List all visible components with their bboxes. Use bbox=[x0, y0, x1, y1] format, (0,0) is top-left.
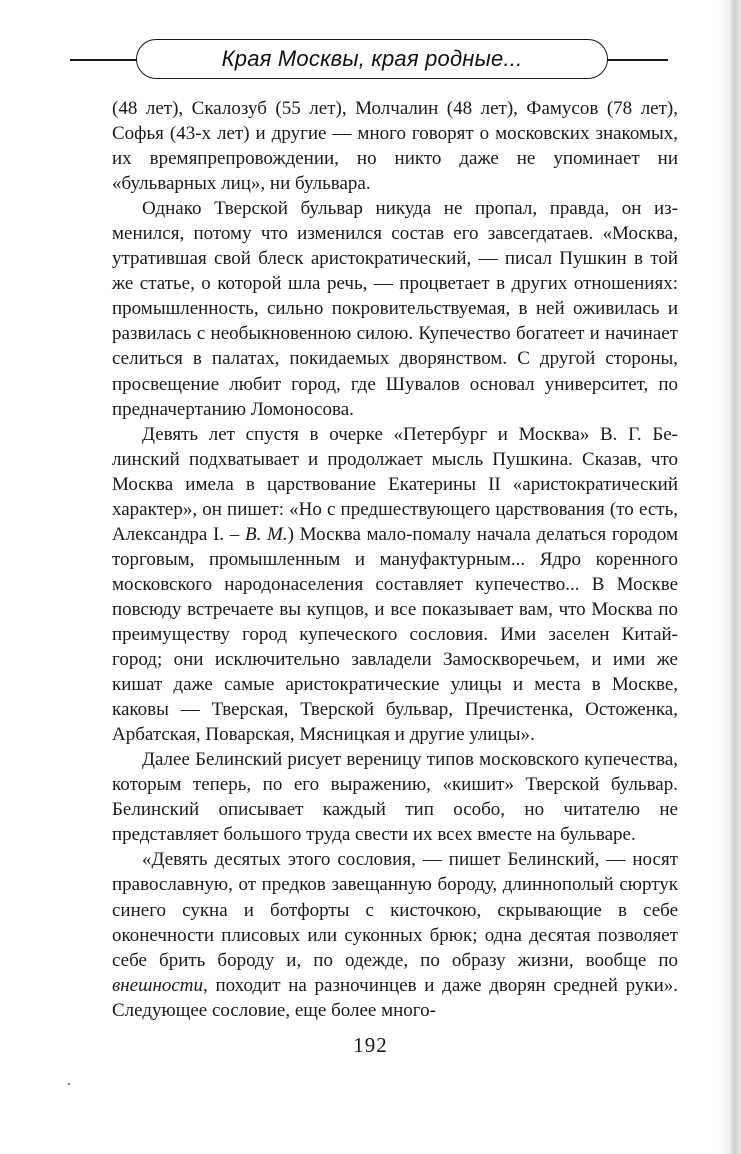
paragraph-3-part-2: ) Москва мало-помалу начала делаться городом торговым, промышленным и мануфактурным... Ядро коренного московского народонаселения составляет купечество... В Москве повсюду встречаете вы купцов, и все показывает вам, что Москва по преимуществу город купеческого сословия. Ими заселен Китай-город; они исключительно завладели Замоскворечьем, и ими же кишат даже самые аристократические улицы и места в Москве, каковы — Тверская, Тверской бульвар, Пречистенка, Остоженка, Арбатская, Поварская, Мясницкая и другие улицы». bbox=[112, 523, 678, 746]
paragraph-2: Однако Тверской бульвар никуда не пропал, правда, он изменился, потому что изменился состав его завсегдатаев. «Москва, утратившая свой блеск аристократический, — писал Пушкин в той же статье, о которой шла речь, — процветает в других отношениях: промышленность, сильно покровительствуемая, в ней оживилась и развилась с необыкновенною силою. Купечество богатеет и начинает селиться в палатах, покидаемых дворянством. С другой стороны, просвещение любит город, где Шувалов основал университет, по предначертанию Ломоносова. bbox=[112, 198, 678, 420]
paragraph-3 bbox=[112, 422, 678, 748]
body-text bbox=[112, 96, 678, 1023]
page-edge-shadow bbox=[719, 0, 741, 1154]
paragraph-3-part-1: Девять лет спустя в очерке «Петербург и Москва» В. Г. Белинский подхватывает и продолжает мысль Пушкина. Сказав, что Москва имела в царствование Екатерины II «аристократический характер», он пишет: «Но с предшествующего царствования (то есть, Александра I. – bbox=[112, 423, 678, 545]
running-header bbox=[70, 38, 668, 82]
emphasis-word: внешности bbox=[112, 974, 204, 996]
scan-speck bbox=[68, 1083, 70, 1085]
paragraph-5-part-2: , походит на разночинцев и даже дворян средней руки». Следующее сословие, еще более много- bbox=[112, 974, 678, 1021]
paragraph-1: (48 лет), Скалозуб (55 лет), Молчалин (48 лет), Фамусов (78 лет), Софья (43-х лет) и другие — много говорят о московских знакомых, их времяпрепровождении, но никто даже не упоминает ни «бульварных лиц», ни бульвара. bbox=[112, 98, 678, 195]
paragraph-4: Далее Белинский рисует вереницу типов московского купечества, которым теперь, по его выражению, «кишит» Тверской бульвар. Белинский описывает каждый тип особо, но читателю не представляет большого труда свести их всех вместе на бульваре. bbox=[112, 749, 678, 846]
header-title: Края Москвы, края родные... bbox=[221, 46, 523, 71]
author-initials: В. М. bbox=[244, 523, 288, 545]
paragraph-5 bbox=[112, 847, 678, 1022]
page-number: 192 bbox=[353, 1033, 388, 1057]
paragraph-5-part-1: «Девять десятых этого сословия, — пишет Белинский, — носят православную, от предков завещанную бороду, длиннополый сюртук синего сукна и ботфорты с кисточкою, скрывающие в себе оконечности плисовых или суконных брюк; одна десятая позволяет себе брить бороду и, по одежде, по образу жизни, вообще по bbox=[112, 849, 678, 971]
